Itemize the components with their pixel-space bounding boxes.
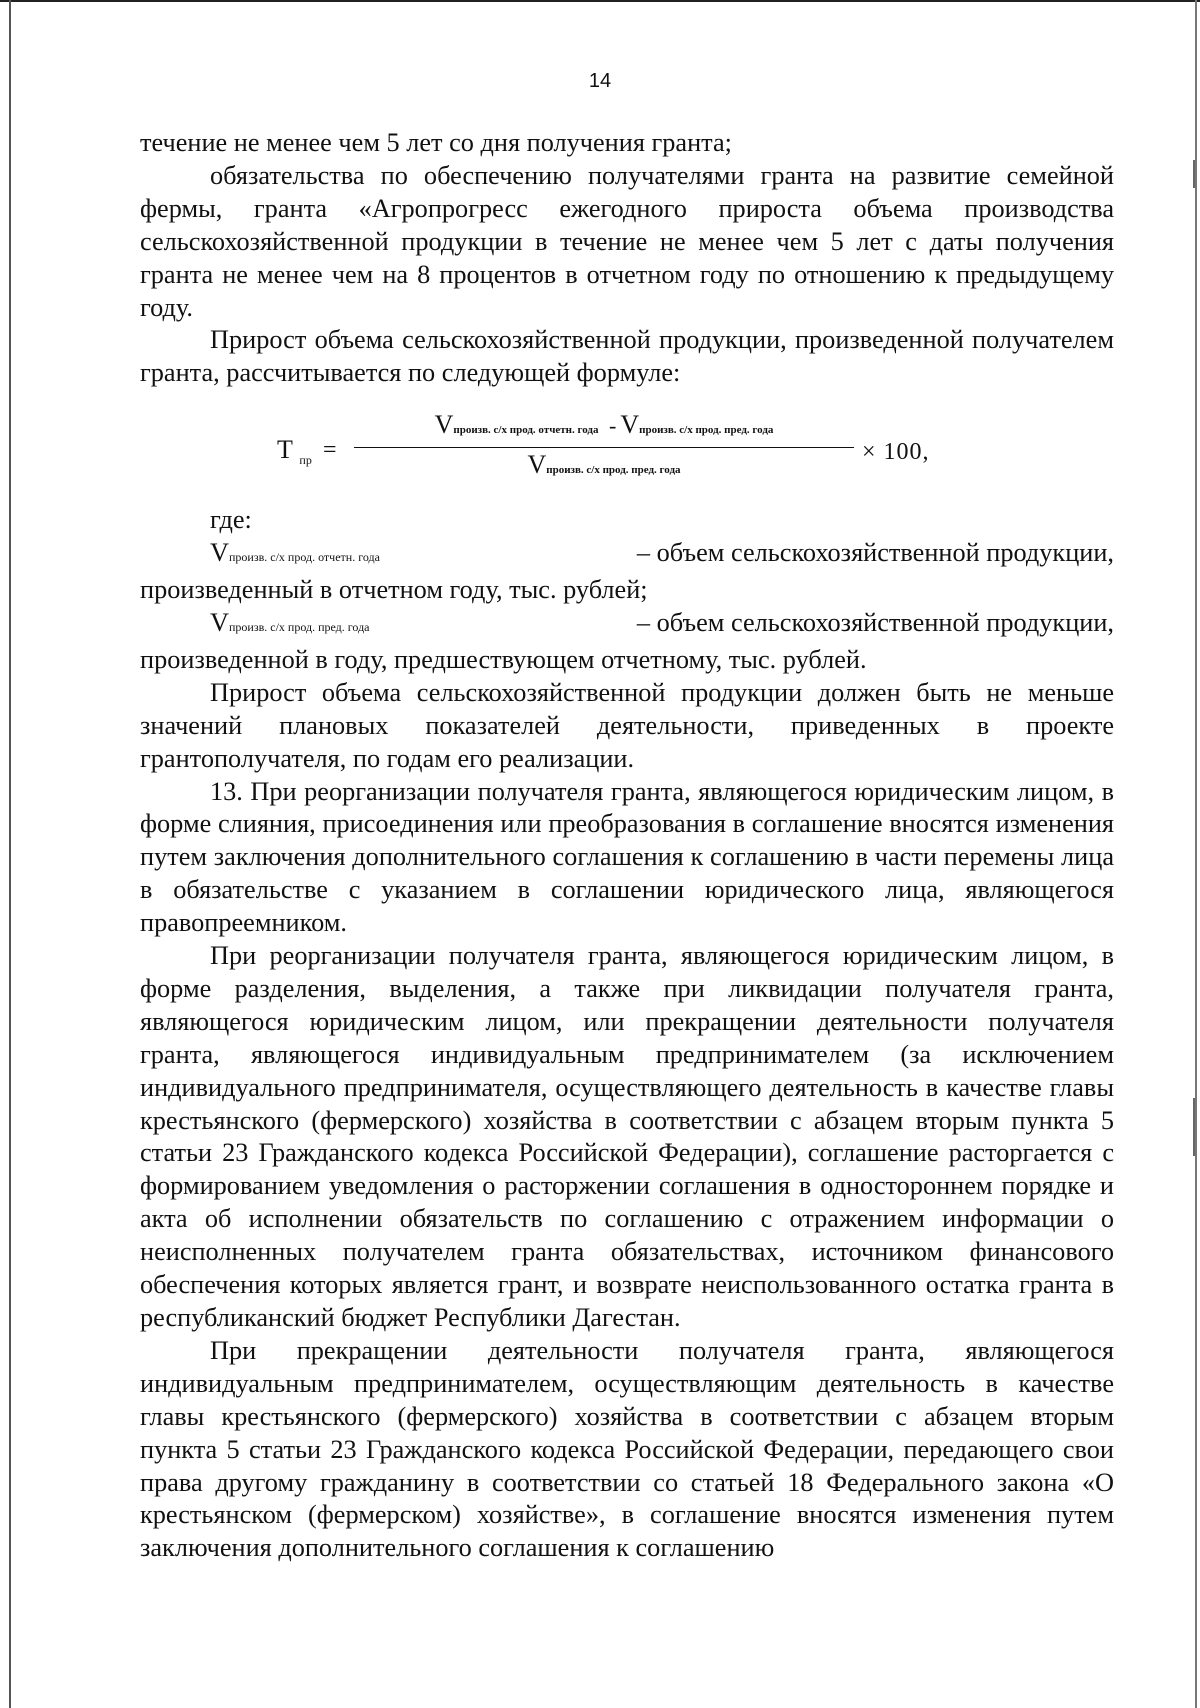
growth-formula [140,394,1114,498]
paragraph: обязательства по обеспечению получателями гранта на развитие семейной фермы, гранта «Агропрогресс ежегодного прироста объема производства сельскохозяйственной продукции в течение не менее чем 5 лет с даты получения гранта не менее чем на 8 процентов в отчетном году по отношению к предыдущему году. [140,160,1114,322]
formula-var: V [527,450,547,480]
scan-left-edge [9,0,11,1708]
formula-numerator [354,410,854,445]
definition-continuation: произведенной в году, предшествующем отчетному, тыс. рублей. [140,644,867,674]
paragraph: 13. При реорганизации получателя гранта, являющегося юридическим лицом, в форме слияния, присоединения или преобразования в соглашение вносятся изменения путем заключения дополнительного соглашения к соглашению в части перемены лица в обязательстве с указанием в соглашении юридического лица, являющегося правопреемником. [140,776,1114,938]
formula-minus: - [609,413,617,439]
formula-var-subscript: произв. с/х прод. отчетн. года [453,424,599,437]
scan-mark [1193,1098,1195,1156]
formula-lhs-subscript: пр [299,453,312,468]
where-label: где: [210,505,252,535]
formula-var: V [434,410,454,440]
paragraph: течение не менее чем 5 лет со дня получения гранта; [140,128,732,157]
formula-var: V [620,410,640,440]
definition-continuation: произведенный в отчетном году, тыс. рублей; [140,575,648,605]
formula-multiplier-text: × 100 [862,439,923,466]
definition-var-symbol: V [210,538,229,568]
definition-text: – объем сельскохозяйственной продукции, [636,538,1114,568]
formula-lhs-symbol: Т [277,435,293,465]
paragraph: При прекращении деятельности получателя гранта, являющегося индивидуальным предпринимателем, осуществляющим деятельность в качестве главы крестьянского (фермерского) хозяйства в соответствии с абзацем вторым пункта 5 статьи 23 Гражданского кодекса Российской Федерации, передающего свои права другому гражданину в соответствии со статьей 18 Федерального закона «О крестьянском (фермерском) хозяйстве», в соглашение вносятся изменения путем заключения дополнительного соглашения к соглашению [140,1335,1114,1563]
definition-line [140,607,1114,644]
paragraph: Прирост объема сельскохозяйственной продукции, произведенной получателем гранта, рассчитывается по следующей формуле: [140,325,1114,388]
formula-multiplier [862,436,930,469]
page-number: 14 [588,70,612,92]
definition-var-subscript: произв. с/х прод. пред. года [229,619,370,634]
definition-text: – объем сельскохозяйственной продукции, [636,607,1114,637]
scan-top-edge [0,0,1200,2]
formula-lhs [277,434,312,477]
paragraph: При реорганизации получателя гранта, являющегося юридическим лицом, в форме разделения, выделения, а также при ликвидации получателя гранта, являющегося юридическим лицом, или прекращении деятельности получателя гранта, являющегося индивидуальным предпринимателем (за исключением индивидуального предпринимателя, осуществляющего деятельность в качестве главы крестьянского (фермерского) хозяйства в соответствии с абзацем вторым пункта 5 статьи 23 Гражданского кодекса Российской Федерации), соглашение расторгается с формированием уведомления о расторжении соглашения в одностороннем порядке и акта об исполнении обязательств по соглашению с отражением информации о неисполненных получателем гранта обязательствах, источником финансового обеспечения которых является грант, и возврате неиспользованного остатка гранта в республиканский бюджет Республики Дагестан. [140,941,1114,1332]
formula-var-subscript: произв. с/х прод. пред. года [639,424,774,437]
definition-variable [210,537,380,574]
paragraph: Прирост объема сельскохозяйственной продукции должен быть не меньше значений плановых показателей деятельности, приведенных в проекте грантополучателя, по годам его реализации. [140,677,1114,773]
formula-comma: , [922,439,930,466]
formula-fraction [354,410,854,485]
definition-line [140,537,1114,574]
formula-var-subscript: произв. с/х прод. пред. года [546,464,681,477]
document-body [140,127,1114,1565]
scan-right-edge [1195,0,1197,1708]
formula-equals: = [323,437,337,464]
definition-var-subscript: произв. с/х прод. отчетн. года [229,550,380,565]
formula-denominator [354,450,854,485]
definition-var-symbol: V [210,607,229,637]
scan-mark [1193,160,1195,188]
fraction-bar [354,447,854,448]
definition-variable [210,607,370,644]
